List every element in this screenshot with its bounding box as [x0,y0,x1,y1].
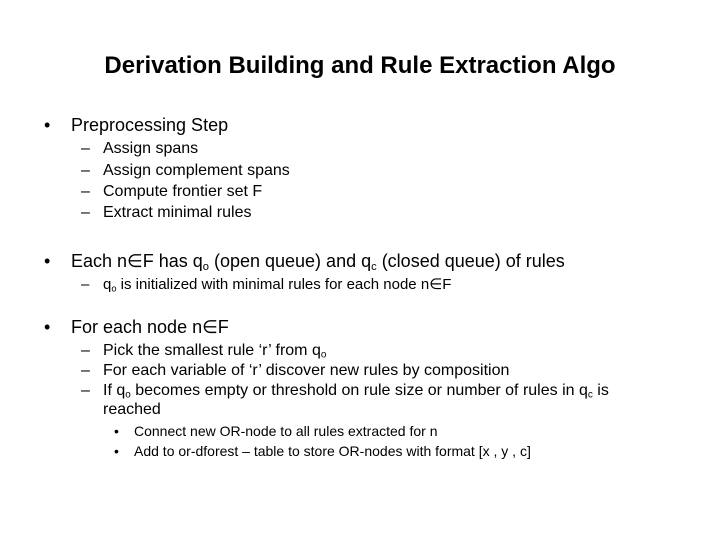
slide-title: Derivation Building and Rule Extraction Algo [104,52,616,79]
sub-item-qo-init: – $q_o$ is initialized with minimal rules for each node n∈F [81,276,452,294]
sub-item-extract-minimal: – Extract minimal rules [81,204,252,221]
sub-item-discover-rules: – For each variable of ‘r’ discover new rules by composition [81,362,510,379]
subsub-item-add-to-forest: • Add to or-dforest – table to store OR-nodes with format [x , y , c] [114,443,531,459]
subsub-item-connect-or-node: • Connect new OR-node to all rules extracted for n [114,423,438,439]
sub-item-threshold-continuation: reached [103,401,161,418]
bullet-preprocessing: • Preprocessing Step [44,115,229,135]
bullet-queues: • Each n∈F has $q_o$ (open queue) and $q_c$ (closed queue) of rules [44,251,565,273]
sub-item-threshold: – If $q_o$ becomes empty or threshold on rule size or number of rules in $q_c$ is [81,382,609,401]
bullet-for-each-node: • For each node n∈F [44,317,229,337]
sub-item-compute-frontier: – Compute frontier set F [81,183,263,200]
sub-item-assign-spans: – Assign spans [81,140,199,157]
sub-item-assign-complement-spans: – Assign complement spans [81,162,290,179]
sub-item-pick-smallest: – Pick the smallest rule ‘r’ from $q_o$ [81,342,327,361]
